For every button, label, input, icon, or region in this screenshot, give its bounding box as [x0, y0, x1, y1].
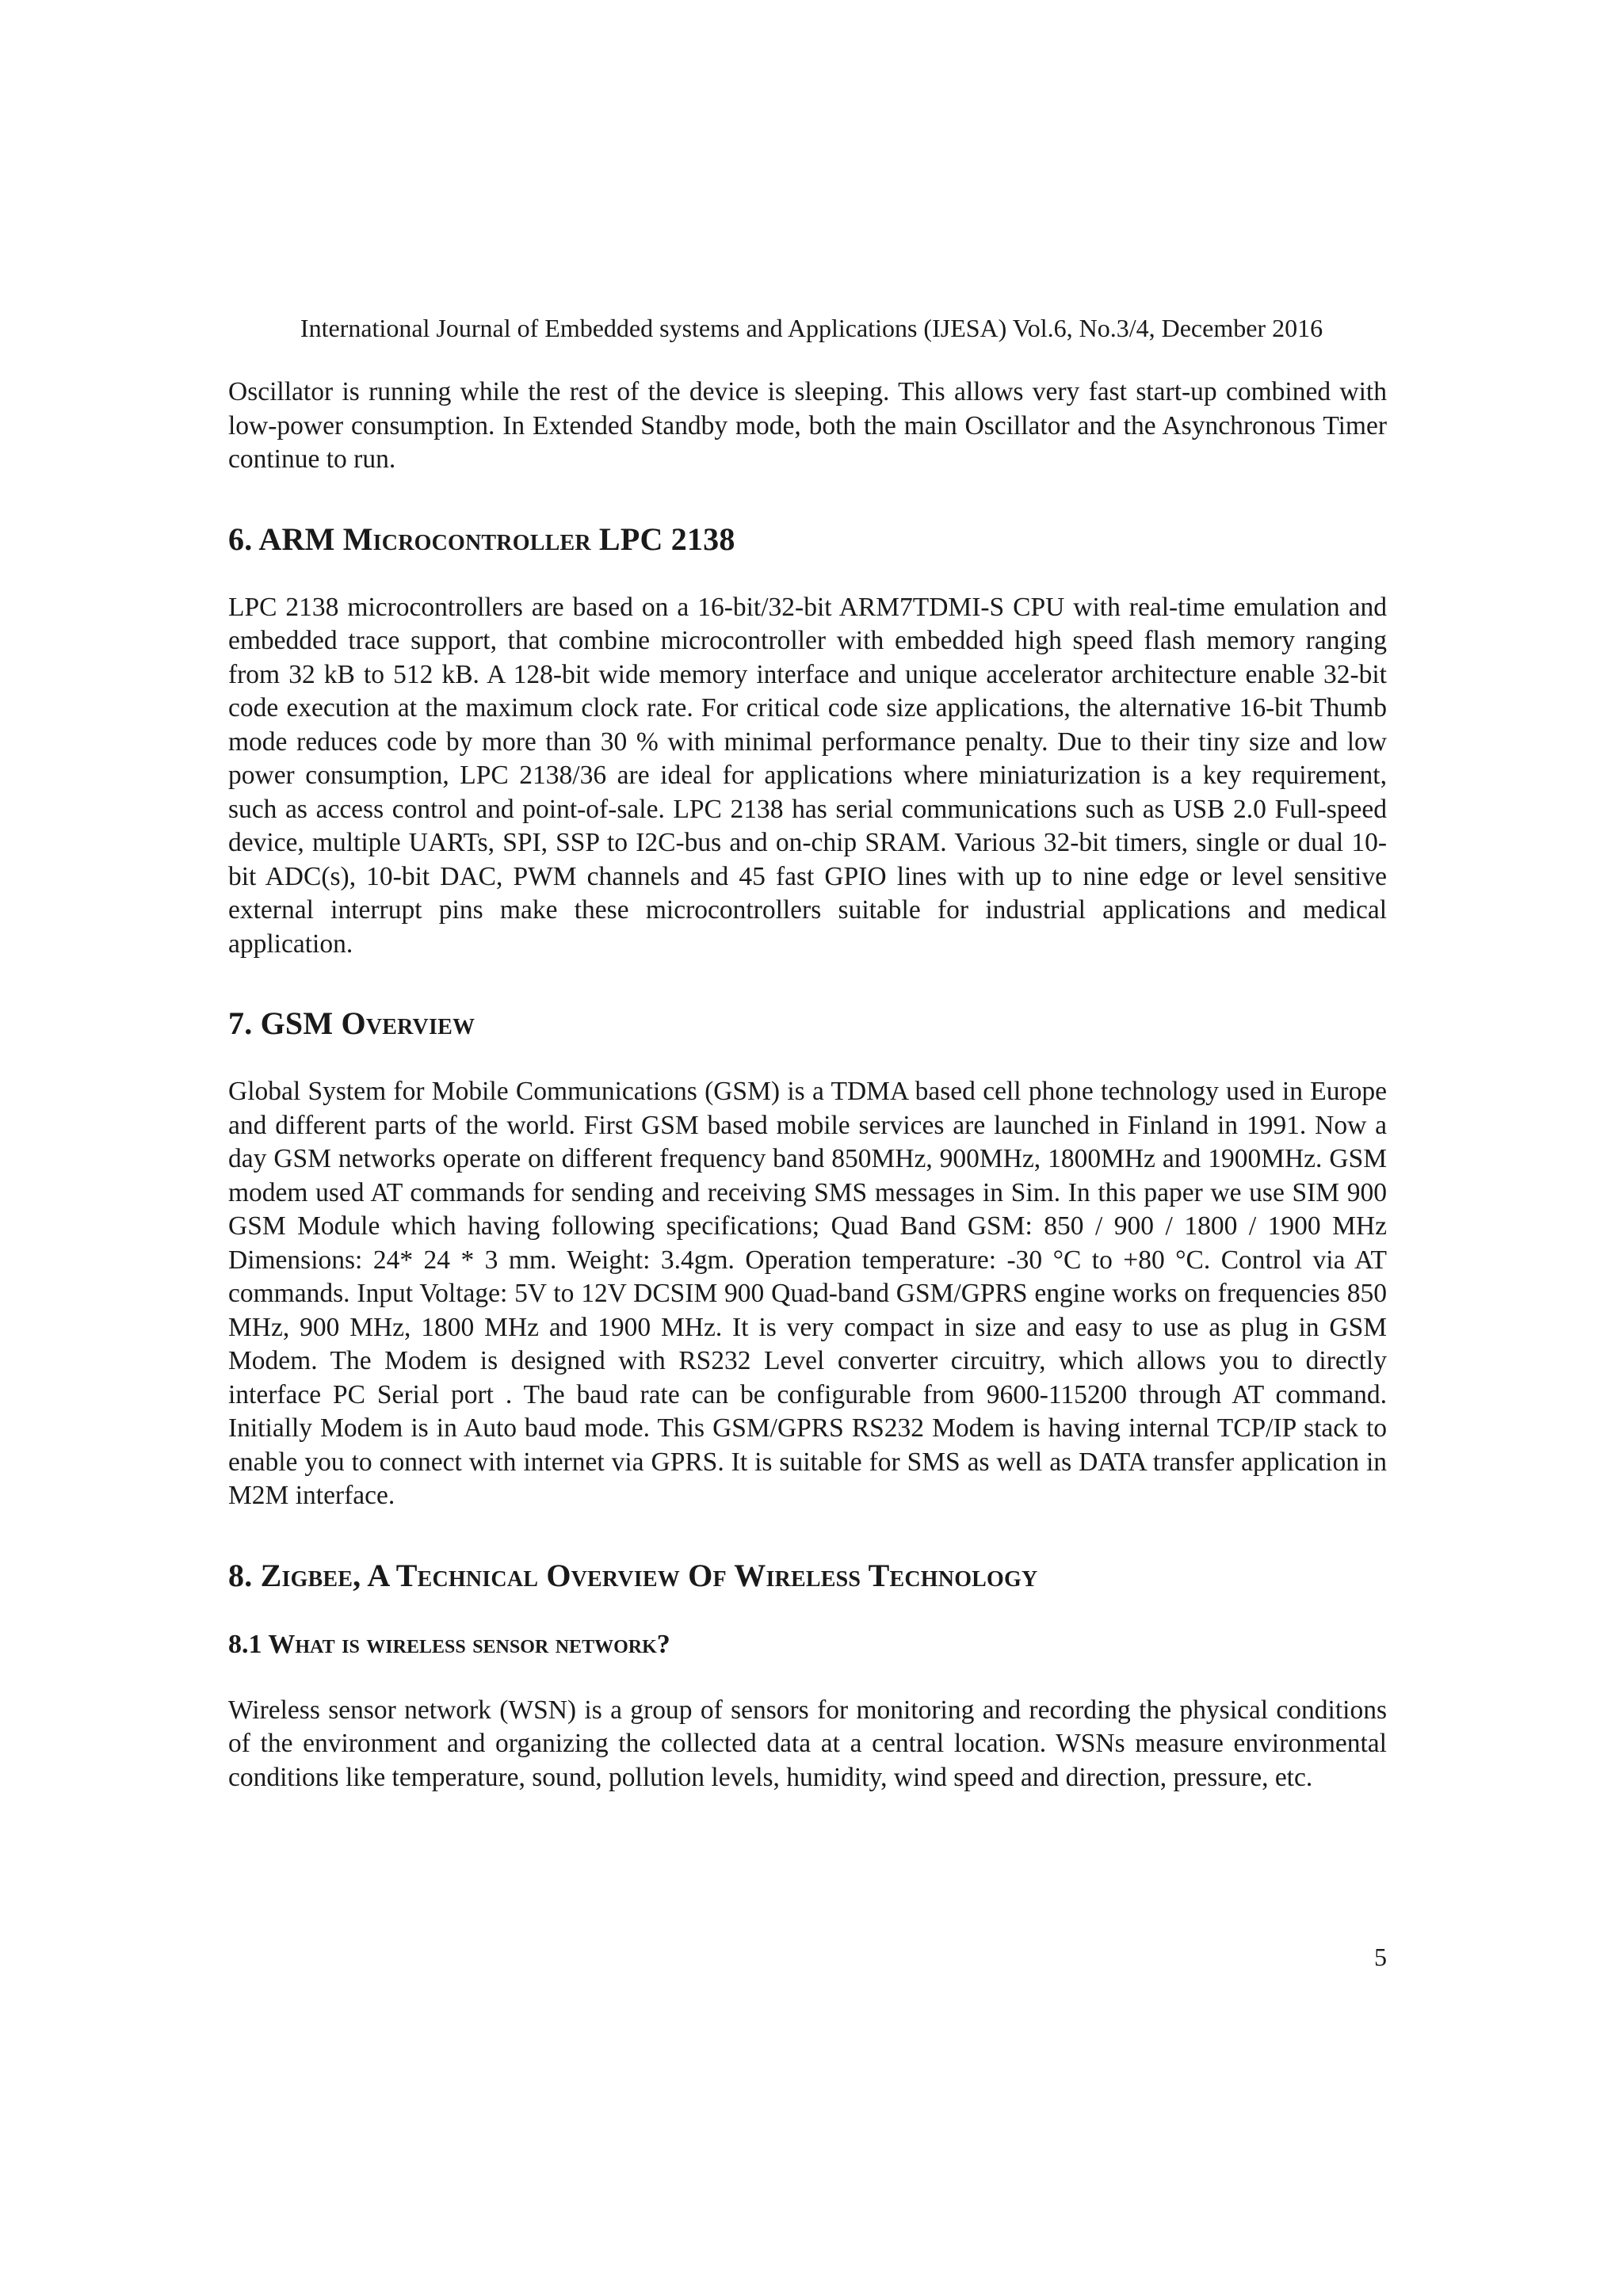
article-body: [228, 376, 1387, 1794]
intro-paragraph: Oscillator is running while the rest of the device is sleeping. This allows very fast start-up combined with low-power consumption. In Extended Standby mode, both the main Oscillator and the Asynchronous Timer continue to run.: [228, 377, 1387, 474]
subsection-8-1-heading: 8.1 What is wireless sensor network?: [228, 1629, 670, 1659]
running-header: International Journal of Embedded systems and Applications (IJESA) Vol.6, No.3/4, December 2016: [300, 314, 1323, 342]
section-7-paragraph: Global System for Mobile Communications (GSM) is a TDMA based cell phone technology used in Europe and different parts of the world. First GSM based mobile services are launched in Finland in 1991. Now a day GSM networks operate on different frequency band 850MHz, 900MHz, 1800MHz and 1900MHz. GSM modem used AT commands for sending and receiving SMS messages in Sim. In this paper we use SIM 900 GSM Module which having following specifications; Quad Band GSM: 850 / 900 / 1800 / 1900 MHz Dimensions: 24* 24 * 3 mm. Weight: 3.4gm. Operation temperature: -30 °C to +80 °C. Control via AT commands. Input Voltage: 5V to 12V DCSIM 900 Quad-band GSM/GPRS engine works on frequencies 850 MHz, 900 MHz, 1800 MHz and 1900 MHz. It is very compact in size and easy to use as plug in GSM Modem. The Modem is designed with RS232 Level converter circuitry, which allows you to directly interface PC Serial port . The baud rate can be configurable from 9600-115200 through AT command. Initially Modem is in Auto baud mode. This GSM/GPRS RS232 Modem is having internal TCP/IP stack to enable you to connect with internet via GPRS. It is suitable for SMS as well as DATA transfer application in M2M interface.: [228, 1077, 1387, 1510]
section-6-heading: 6. ARM Microcontroller LPC 2138: [228, 521, 735, 557]
section-8-heading: 8. Zigbee, A Technical Overview Of Wireless Technology: [228, 1557, 1038, 1593]
section-6-paragraph: LPC 2138 microcontrollers are based on a 16-bit/32-bit ARM7TDMI-S CPU with real-time emulation and embedded trace support, that combine microcontroller with embedded high speed flash memory ranging from 32 kB to 512 kB. A 128-bit wide memory interface and unique accelerator architecture enable 32-bit code execution at the maximum clock rate. For critical code size applications, the alternative 16-bit Thumb mode reduces code by more than 30 % with minimal performance penalty. Due to their tiny size and low power consumption, LPC 2138/36 are ideal for applications where miniaturization is a key requirement, such as access control and point-of-sale. LPC 2138 has serial communications such as USB 2.0 Full-speed device, multiple UARTs, SPI, SSP to I2C-bus and on-chip SRAM. Various 32-bit timers, single or dual 10-bit ADC(s), 10-bit DAC, PWM channels and 45 fast GPIO lines with up to nine edge or level sensitive external interrupt pins make these microcontrollers suitable for industrial applications and medical application.: [228, 592, 1387, 959]
section-7-heading: 7. GSM Overview: [228, 1005, 475, 1041]
page-number: 5: [1374, 1943, 1387, 1971]
section-8-1-paragraph: Wireless sensor network (WSN) is a group of sensors for monitoring and recording the physical conditions of the environment and organizing the collected data at a central location. WSNs measure environmental conditions like temperature, sound, pollution levels, humidity, wind speed and direction, pressure, etc.: [228, 1695, 1387, 1792]
